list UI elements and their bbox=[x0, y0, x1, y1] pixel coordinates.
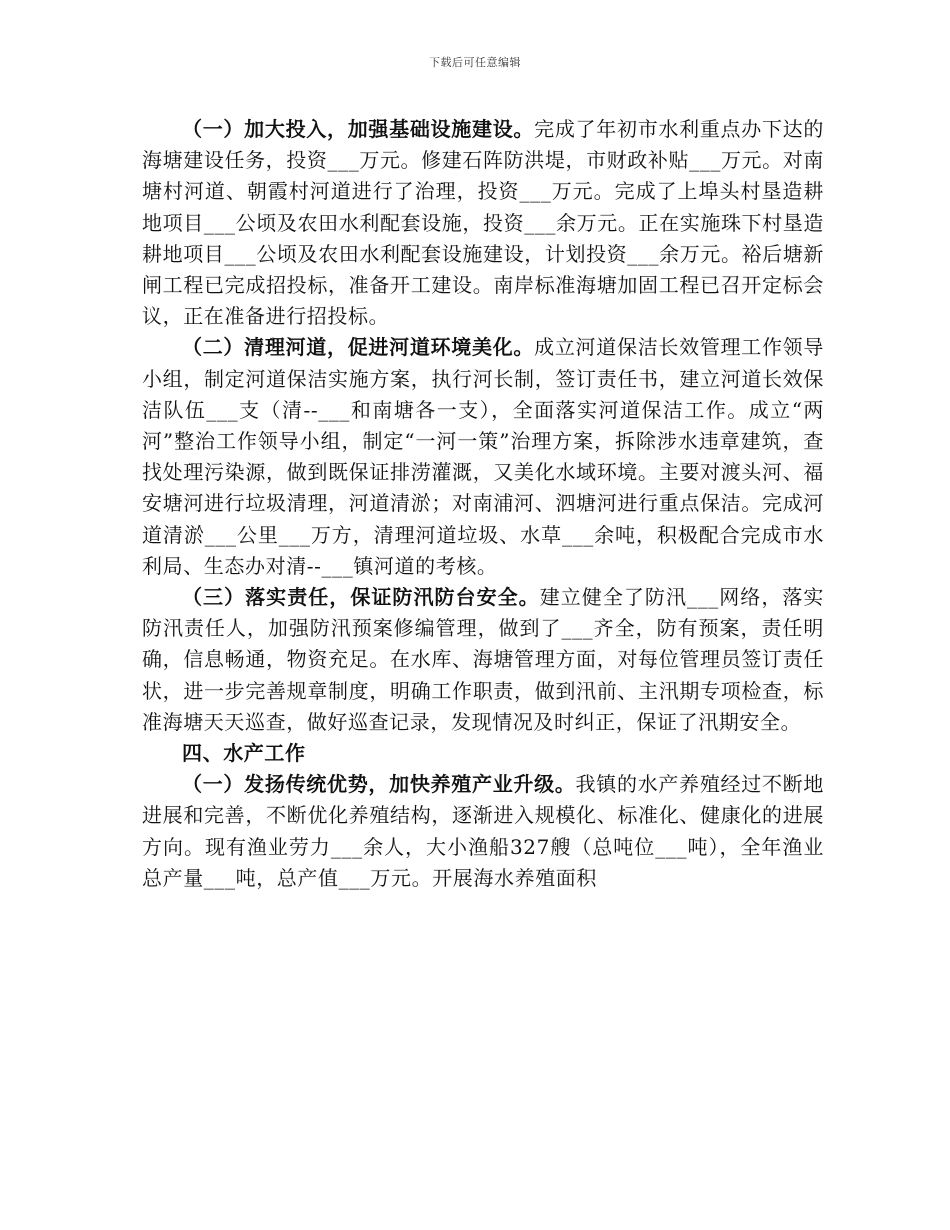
paragraph-lead: （一）发扬传统优势，加快养殖产业升级。 bbox=[182, 772, 576, 797]
page-header-note: 下载后可任意编辑 bbox=[429, 56, 521, 69]
paragraph-aquaculture bbox=[142, 769, 824, 894]
paragraph-flood-control bbox=[142, 582, 824, 738]
section-heading-aquatic: 四、水产工作 bbox=[182, 741, 306, 766]
paragraph-lead: （二）清理河道，促进河道环境美化。 bbox=[182, 335, 535, 360]
paragraph-text: 成立河道保洁长效管理工作领导小组，制定河道保洁实施方案，执行河长制，签订责任书，建立河道长效保洁队伍___支（清--___和南塘各一支），全面落实河道保洁工作。成立“两河”整治工作领导小组，制定“一河一策”治理方案，拆除涉水违章建筑，查找处理污染源，做到既保证排涝灌溉，又美化水域环境。主要对渡头河、福安塘河进行垃圾清理，河道清淤；对南浦河、泗塘河进行重点保洁。完成河道清淤___公里___万方，清理河道垃圾、水草___余吨，积极配合完成市水利局、生态办对清--___镇河道的考核。 bbox=[142, 335, 824, 578]
paragraph-text: 完成了年初市水利重点办下达的海塘建设任务，投资___万元。修建石阵防洪堤，市财政补贴___万元。对南塘村河道、朝霞村河道进行了治理，投资___万元。完成了上埠头村垦造耕地项目___公顷及农田水利配套设施，投资___余万元。正在实施珠下村垦造耕地项目___公顷及农田水利配套设施建设，计划投资___余万元。裕后塘新闸工程已完成招投标，准备开工建设。南岸标准海塘加固工程已召开定标会议，正在准备进行招投标。 bbox=[142, 117, 824, 329]
document-body bbox=[142, 114, 824, 894]
paragraph-river-cleaning bbox=[142, 332, 824, 582]
paragraph-text: 建立健全了防汛___网络，落实防汛责任人，加强防汛预案修编管理，做到了___齐全，防有预案，责任明确，信息畅通，物资充足。在水库、海塘管理方面，对每位管理员签订责任状，进一步完善规章制度，明确工作职责，做到汛前、主汛期专项检查，标准海塘天天巡查，做好巡查记录，发现情况及时纠正，保证了汛期安全。 bbox=[142, 585, 824, 734]
paragraph-infrastructure bbox=[142, 114, 824, 332]
paragraph-lead: （一）加大投入，加强基础设施建设。 bbox=[182, 117, 535, 141]
paragraph-lead: （三）落实责任，保证防汛防台安全。 bbox=[182, 585, 540, 610]
paragraph-text: 我镇的水产养殖经过不断地进展和完善，不断优化养殖结构，逐渐进入规模化、标准化、健康化的进展方向。现有渔业劳力___余人，大小渔船327艘（总吨位___吨），全年渔业总产量___吨，总产值___万元。开展海水养殖面积 bbox=[142, 772, 824, 890]
